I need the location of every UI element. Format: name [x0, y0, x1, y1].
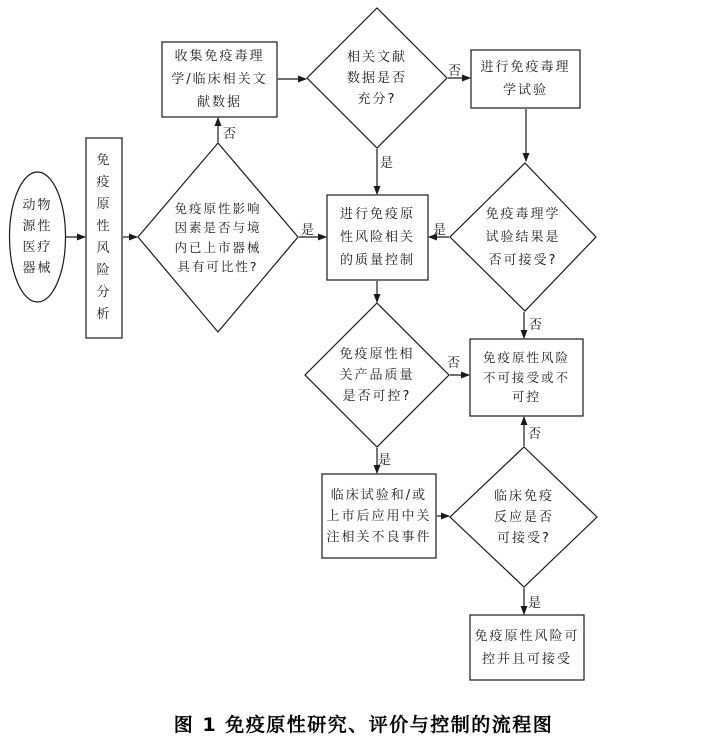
risk-unacceptable-box-shape [470, 339, 583, 416]
edge-label-yes-comparable-to-qc: 是 [301, 223, 315, 238]
edge-label-yes-literature-to-qc: 是 [380, 156, 394, 171]
edge-label-yes-toxacceptable-to-qc: 是 [433, 223, 447, 238]
collect-data-box-shape [162, 42, 277, 117]
literature-sufficient-diamond-shape [307, 8, 447, 148]
comparable-diamond-shape [138, 143, 298, 332]
tox-acceptable-node-text: 免疫毒理学 试验结果是 否可接受? [485, 206, 561, 268]
quality-control-node-text: 进行免疫原 性风险相关 的质量控制 [339, 207, 415, 268]
tox-test-box-shape [471, 50, 580, 108]
edge-label-no-controllable-to-unacceptable: 否 [447, 356, 461, 371]
risk-unacceptable-node-text: 免疫原性风险 不可接受或不 可控 [482, 350, 570, 405]
tox-test-node-text: 进行免疫毒理 学试验 [480, 60, 571, 98]
tox-acceptable-diamond-shape [450, 163, 596, 311]
risk-analysis-box-shape [86, 138, 122, 338]
risk-final-node-text: 免疫原性风险可 控并且可接受 [474, 628, 580, 667]
clinical-acceptable-diamond-shape [450, 447, 597, 587]
literature-sufficient-node-text: 相关文献 数据是否 充分? [346, 50, 407, 107]
clinical-acceptable-node-text: 临床免疫 反应是否 可接受? [493, 488, 554, 546]
clinical-monitor-box-shape [322, 474, 436, 558]
clinical-monitor-node-text: 临床试验和/或 上市后应用中关 注相关不良事件 [326, 487, 432, 545]
quality-controllable-node-text: 免疫原性相 关产品质量 是否可控? [339, 346, 415, 404]
source-node-text: 动物 源性 医疗 器械 [22, 198, 53, 276]
edge-label-yes-clinacceptable-to-final: 是 [528, 596, 542, 611]
quality-controllable-diamond-shape [305, 303, 449, 447]
risk-analysis-node-text: 免 疫 原 性 风 险 分 析 [96, 153, 112, 322]
edge-label-yes-controllable-to-clinical: 是 [378, 453, 392, 468]
edge-label-no-literature-to-toxtest: 否 [448, 64, 462, 79]
figure-caption: 图 1 免疫原性研究、评价与控制的流程图 [173, 714, 554, 736]
comparable-node-text: 免疫原性影响 因素是否与境 内已上市器械 具有可比性? [174, 200, 262, 274]
edge-label-no-comparable-to-collect: 否 [223, 127, 237, 142]
quality-control-box-shape [327, 195, 428, 280]
edge-label-no-clinacceptable-to-unacceptable: 否 [528, 427, 542, 442]
source-ellipse-shape [10, 172, 66, 302]
collect-data-node-text: 收集免疫毒理 学/临床相关文 献数据 [171, 49, 268, 110]
edge-label-no-toxacceptable-to-unacceptable: 否 [529, 318, 543, 333]
risk-final-box-shape [470, 615, 584, 680]
